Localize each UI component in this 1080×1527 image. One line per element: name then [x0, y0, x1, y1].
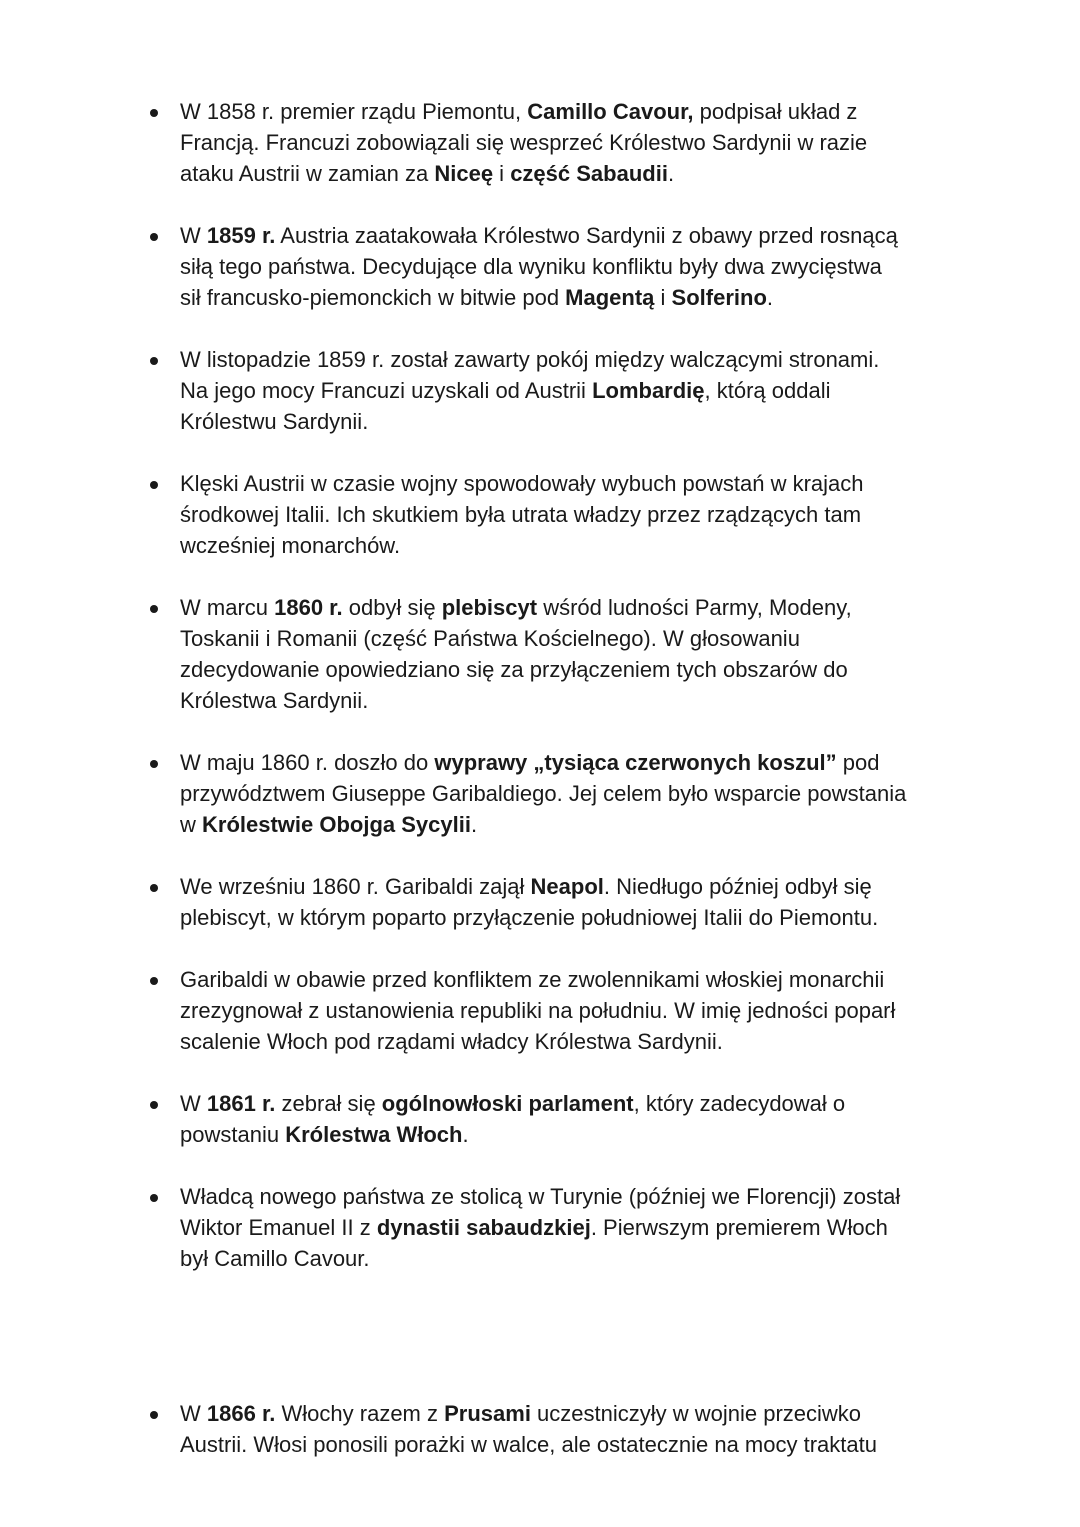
- bold-text: plebiscyt: [441, 595, 538, 620]
- text-segment: pod: [836, 750, 880, 775]
- bold-text: Neapol: [530, 874, 604, 899]
- bold-text: Lombardię: [592, 378, 705, 403]
- text-segment: Władcą nowego państwa ze stolicą w Turynie (później we Florencji) został: [180, 1184, 901, 1209]
- text-line: [180, 406, 970, 437]
- text-line: [180, 530, 970, 561]
- bold-text: dynastii sabaudzkiej: [376, 1215, 591, 1240]
- bold-text: Camillo Cavour,: [527, 99, 694, 124]
- bullet-item: [180, 96, 970, 189]
- text-segment: odbył się: [342, 595, 442, 620]
- text-line: [180, 1398, 970, 1429]
- text-segment: siłą tego państwa. Decydujące dla wyniku konfliktu były dwa zwycięstwa: [180, 254, 882, 279]
- text-segment: Wiktor Emanuel II z: [180, 1215, 377, 1240]
- text-segment: scalenie Włoch pod rządami władcy Królestwa Sardynii.: [180, 1029, 723, 1054]
- bullet-icon: [150, 760, 158, 768]
- text-segment: Garibaldi w obawie przed konfliktem ze zwolennikami włoskiej monarchii: [180, 967, 885, 992]
- text-line: [180, 747, 970, 778]
- bold-text: 1861 r.: [206, 1091, 276, 1116]
- bullet-item: [180, 871, 970, 933]
- text-line: [180, 158, 970, 189]
- text-line: [180, 96, 970, 127]
- text-segment: . Niedługo później odbył się: [603, 874, 872, 899]
- bullet-icon: [150, 233, 158, 241]
- text-segment: i: [493, 161, 511, 186]
- text-line: [180, 592, 970, 623]
- bullet-icon: [150, 481, 158, 489]
- text-segment: sił francusko-piemonckich w bitwie pod: [180, 285, 566, 310]
- text-segment: W: [180, 223, 207, 248]
- bold-text: Królestwa Włoch: [285, 1122, 463, 1147]
- bullet-item: [180, 1088, 970, 1150]
- bullet-icon: [150, 884, 158, 892]
- bold-text: Prusami: [444, 1401, 531, 1426]
- text-line: [180, 778, 970, 809]
- bullet-item: [180, 468, 970, 561]
- bullet-icon: [150, 1101, 158, 1109]
- bullet-icon: [150, 1194, 158, 1202]
- text-segment: ataku Austrii w zamian za: [180, 161, 435, 186]
- text-segment: przywództwem Giuseppe Garibaldiego. Jej celem było wsparcie powstania: [180, 781, 907, 806]
- text-segment: W: [180, 1401, 207, 1426]
- bullet-item: [180, 592, 970, 716]
- bullet-icon: [150, 357, 158, 365]
- text-segment: zebrał się: [275, 1091, 382, 1116]
- text-line: [180, 1429, 970, 1460]
- text-segment: Francją. Francuzi zobowiązali się wesprzeć Królestwo Sardynii w razie: [180, 130, 868, 155]
- text-segment: , który zadecydował o: [633, 1091, 846, 1116]
- text-line: [180, 809, 970, 840]
- text-line: [180, 468, 970, 499]
- text-segment: środkowej Italii. Ich skutkiem była utrata władzy przez rządzących tam: [180, 502, 862, 527]
- text-segment: wśród ludności Parmy, Modeny,: [537, 595, 852, 620]
- text-segment: W listopadzie 1859 r. został zawarty pokój między walczącymi stronami.: [180, 347, 880, 372]
- text-line: [180, 871, 970, 902]
- bold-text: Królestwie Obojga Sycylii: [202, 812, 471, 837]
- text-line: [180, 623, 970, 654]
- bold-text: 1859 r.: [206, 223, 276, 248]
- text-segment: Klęski Austrii w czasie wojny spowodowały wybuch powstań w krajach: [180, 471, 864, 496]
- text-segment: Królestwu Sardynii.: [180, 409, 369, 434]
- text-line: [180, 902, 970, 933]
- bullet-item: [180, 747, 970, 840]
- text-line: [180, 995, 970, 1026]
- text-segment: W marcu: [180, 595, 275, 620]
- text-line: [180, 1212, 970, 1243]
- text-segment: W maju 1860 r. doszło do: [180, 750, 435, 775]
- bullet-icon: [150, 1411, 158, 1419]
- text-segment: W: [180, 1091, 207, 1116]
- text-line: [180, 685, 970, 716]
- text-segment: .: [766, 285, 774, 310]
- text-line: [180, 1119, 970, 1150]
- text-line: [180, 1026, 970, 1057]
- bold-text: Solferino: [671, 285, 767, 310]
- text-line: [180, 375, 970, 406]
- text-segment: podpisał układ z: [693, 99, 858, 124]
- text-segment: Austria zaatakowała Królestwo Sardynii z obawy przed rosnącą: [275, 223, 898, 248]
- bold-text: część Sabaudii: [510, 161, 668, 186]
- text-segment: był Camillo Cavour.: [180, 1246, 370, 1271]
- text-segment: wcześniej monarchów.: [180, 533, 401, 558]
- text-segment: powstaniu: [180, 1122, 286, 1147]
- text-segment: zrezygnował z ustanowienia republiki na południu. W imię jedności poparł: [180, 998, 896, 1023]
- bold-text: Niceę: [434, 161, 494, 186]
- bold-text: 1866 r.: [206, 1401, 276, 1426]
- bullet-icon: [150, 605, 158, 613]
- text-line: [180, 344, 970, 375]
- text-segment: Toskanii i Romanii (część Państwa Kościelnego). W głosowaniu: [180, 626, 800, 651]
- text-line: [180, 220, 970, 251]
- bold-text: 1860 r.: [274, 595, 343, 620]
- text-line: [180, 1181, 970, 1212]
- text-line: [180, 127, 970, 158]
- bold-text: wyprawy „tysiąca czerwonych koszul”: [434, 750, 837, 775]
- text-segment: , którą oddali: [704, 378, 831, 403]
- text-line: [180, 1243, 970, 1274]
- text-line: [180, 964, 970, 995]
- bullet-icon: [150, 977, 158, 985]
- bullet-item: [180, 1181, 970, 1274]
- text-segment: .: [470, 812, 478, 837]
- text-segment: .: [667, 161, 675, 186]
- text-line: [180, 499, 970, 530]
- text-segment: Królestwa Sardynii.: [180, 688, 369, 713]
- text-line: [180, 251, 970, 282]
- text-segment: Austrii. Włosi ponosili porażki w walce, ale ostatecznie na mocy traktatu: [180, 1432, 877, 1457]
- text-segment: uczestniczyły w wojnie przeciwko: [530, 1401, 862, 1426]
- text-segment: W 1858 r. premier rządu Piemontu,: [180, 99, 528, 124]
- bullet-icon: [150, 109, 158, 117]
- text-segment: . Pierwszym premierem Włoch: [590, 1215, 888, 1240]
- text-segment: Na jego mocy Francuzi uzyskali od Austrii: [180, 378, 593, 403]
- text-segment: zdecydowanie opowiedziano się za przyłączeniem tych obszarów do: [180, 657, 848, 682]
- text-segment: i: [654, 285, 672, 310]
- bold-text: Magentą: [565, 285, 655, 310]
- text-line: [180, 1088, 970, 1119]
- text-segment: We wrześniu 1860 r. Garibaldi zajął: [180, 874, 531, 899]
- bullet-item: [180, 344, 970, 437]
- bold-text: ogólnowłoski parlament: [381, 1091, 634, 1116]
- text-segment: Włochy razem z: [275, 1401, 445, 1426]
- text-line: [180, 282, 970, 313]
- bullet-item: [180, 220, 970, 313]
- text-segment: w: [180, 812, 202, 837]
- bullet-item: [180, 964, 970, 1057]
- text-segment: plebiscyt, w którym poparto przyłączenie południowej Italii do Piemontu.: [180, 905, 879, 930]
- text-line: [180, 654, 970, 685]
- bullet-item: [180, 1398, 970, 1460]
- text-segment: .: [462, 1122, 469, 1147]
